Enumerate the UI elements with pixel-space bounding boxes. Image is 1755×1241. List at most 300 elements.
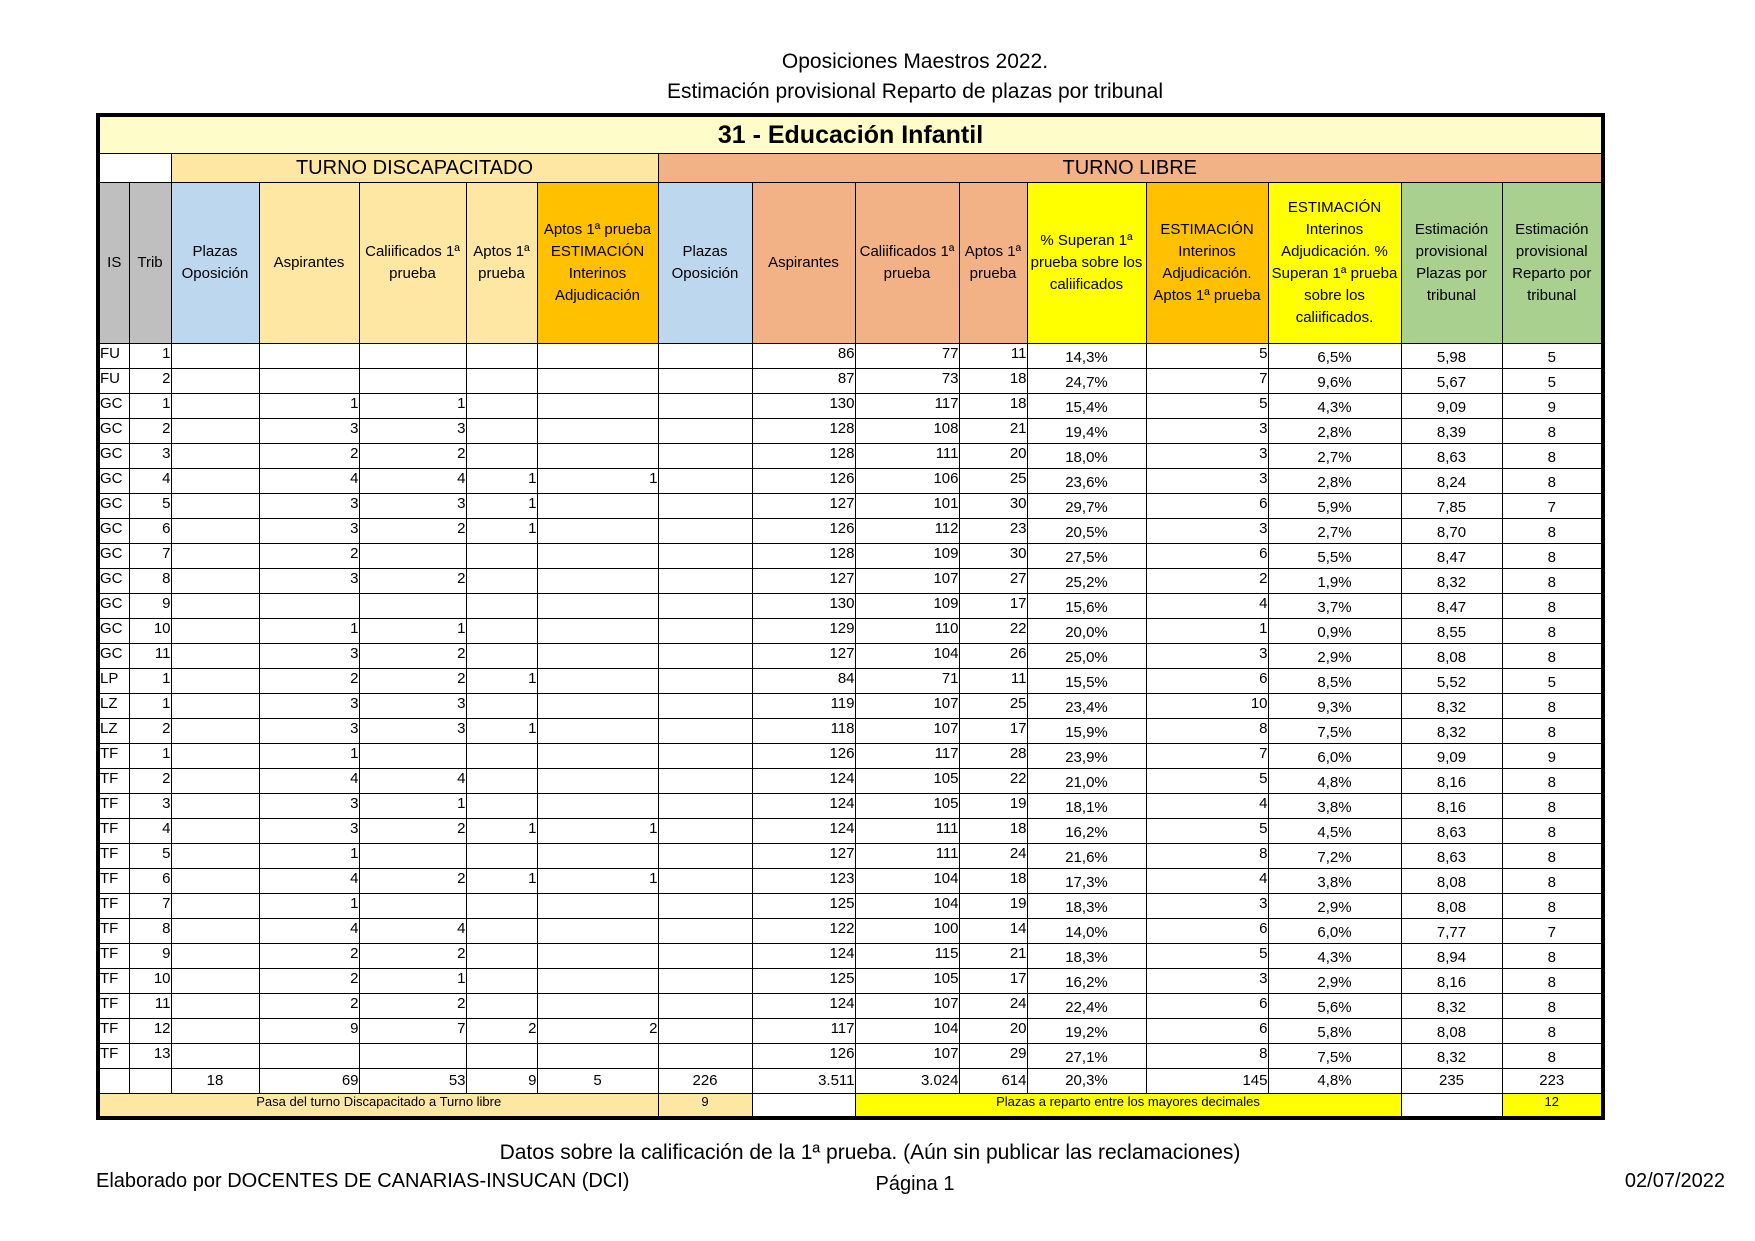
col-is-cell: LZ <box>98 694 129 719</box>
col-disc-plazas-cell <box>171 569 259 594</box>
col-disc-plazas-total: 18 <box>171 1069 259 1094</box>
table-row <box>98 769 1603 794</box>
col-disc-calificados-cell: 2 <box>359 519 466 544</box>
table-row <box>98 944 1603 969</box>
col-disc-estimacion-cell <box>537 969 658 994</box>
col-libre-estimacion-aptos-cell: 4 <box>1146 869 1268 894</box>
col-trib-cell: 3 <box>129 444 171 469</box>
col-libre-estimacion-pct-cell: 2,7% <box>1268 519 1401 544</box>
turn-blank-cell <box>98 154 171 183</box>
col-disc-aptos-cell: 1 <box>466 519 537 544</box>
col-disc-aptos-cell <box>466 769 537 794</box>
col-libre-pct-superan-cell: 17,3% <box>1027 869 1146 894</box>
col-libre-aptos-cell: 30 <box>959 544 1027 569</box>
col-libre-estimacion-aptos-header: ESTIMACIÓN Interinos Adjudicación. Aptos 1ª prueba <box>1146 183 1268 344</box>
col-libre-plazas-cell <box>658 569 752 594</box>
col-libre-plazas-cell <box>658 669 752 694</box>
col-libre-estimacion-aptos-cell: 7 <box>1146 744 1268 769</box>
col-disc-plazas-header: Plazas Oposición <box>171 183 259 344</box>
col-libre-aptos-cell: 21 <box>959 944 1027 969</box>
col-disc-plazas-cell <box>171 794 259 819</box>
col-reparto-estimado-cell: 5 <box>1502 344 1603 369</box>
col-libre-estimacion-aptos-cell: 6 <box>1146 669 1268 694</box>
col-reparto-estimado-cell: 8 <box>1502 969 1603 994</box>
col-disc-estimacion-cell <box>537 619 658 644</box>
col-plazas-estimadas-cell: 8,63 <box>1401 444 1502 469</box>
col-disc-plazas-cell <box>171 394 259 419</box>
col-plazas-estimadas-cell: 9,09 <box>1401 744 1502 769</box>
table-title: 31 - Educación Infantil <box>98 115 1603 154</box>
col-disc-estimacion-cell <box>537 994 658 1019</box>
col-libre-estimacion-aptos-cell: 10 <box>1146 694 1268 719</box>
col-disc-aptos-cell <box>466 594 537 619</box>
col-libre-pct-superan-cell: 20,0% <box>1027 619 1146 644</box>
col-plazas-estimadas-cell: 8,08 <box>1401 869 1502 894</box>
col-reparto-estimado-cell: 8 <box>1502 469 1603 494</box>
col-disc-calificados-cell: 2 <box>359 869 466 894</box>
col-disc-estimacion-cell <box>537 369 658 394</box>
col-disc-calificados-cell <box>359 1044 466 1069</box>
col-libre-estimacion-aptos-cell: 8 <box>1146 719 1268 744</box>
col-disc-calificados-cell: 2 <box>359 669 466 694</box>
col-trib-cell: 2 <box>129 769 171 794</box>
col-libre-pct-superan-cell: 27,5% <box>1027 544 1146 569</box>
col-libre-pct-superan-cell: 20,5% <box>1027 519 1146 544</box>
col-libre-estimacion-pct-cell: 2,8% <box>1268 419 1401 444</box>
col-is-cell: TF <box>98 794 129 819</box>
col-reparto-estimado-cell: 8 <box>1502 894 1603 919</box>
col-disc-aspirantes-cell: 1 <box>259 394 359 419</box>
col-disc-aptos-cell <box>466 544 537 569</box>
col-libre-aptos-cell: 19 <box>959 894 1027 919</box>
col-disc-calificados-cell <box>359 344 466 369</box>
col-libre-pct-superan-cell: 16,2% <box>1027 969 1146 994</box>
col-disc-calificados-cell <box>359 369 466 394</box>
col-libre-calificados-cell: 105 <box>855 794 959 819</box>
col-libre-aspirantes-cell: 126 <box>752 1044 855 1069</box>
table-row <box>98 594 1603 619</box>
col-libre-plazas-cell <box>658 1044 752 1069</box>
col-is-cell: GC <box>98 619 129 644</box>
col-trib-cell: 10 <box>129 619 171 644</box>
col-libre-pct-superan-cell: 18,0% <box>1027 444 1146 469</box>
col-disc-plazas-cell <box>171 869 259 894</box>
col-libre-estimacion-pct-total: 4,8% <box>1268 1069 1401 1094</box>
col-is-cell: TF <box>98 744 129 769</box>
col-libre-estimacion-aptos-cell: 8 <box>1146 844 1268 869</box>
col-disc-plazas-cell <box>171 994 259 1019</box>
totals-row <box>98 1069 1603 1094</box>
col-libre-pct-superan-cell: 19,2% <box>1027 1019 1146 1044</box>
col-libre-aspirantes-cell: 126 <box>752 519 855 544</box>
col-trib-cell: 2 <box>129 719 171 744</box>
col-libre-pct-superan-total: 20,3% <box>1027 1069 1146 1094</box>
col-libre-estimacion-pct-cell: 4,3% <box>1268 944 1401 969</box>
col-libre-plazas-cell <box>658 844 752 869</box>
col-libre-plazas-cell <box>658 694 752 719</box>
col-disc-estimacion-cell <box>537 544 658 569</box>
col-libre-estimacion-aptos-cell: 6 <box>1146 919 1268 944</box>
col-libre-estimacion-aptos-cell: 5 <box>1146 944 1268 969</box>
col-libre-pct-superan-cell: 21,0% <box>1027 769 1146 794</box>
col-plazas-estimadas-header: Estimación provisional Plazas por tribunal <box>1401 183 1502 344</box>
col-libre-estimacion-aptos-cell: 6 <box>1146 544 1268 569</box>
col-libre-plazas-cell <box>658 919 752 944</box>
col-disc-calificados-cell: 3 <box>359 494 466 519</box>
col-libre-estimacion-pct-cell: 2,9% <box>1268 644 1401 669</box>
col-libre-estimacion-pct-cell: 6,0% <box>1268 744 1401 769</box>
col-libre-pct-superan-cell: 14,3% <box>1027 344 1146 369</box>
col-libre-pct-superan-cell: 23,4% <box>1027 694 1146 719</box>
turno-discapacitado-header: TURNO DISCAPACITADO <box>171 154 658 183</box>
col-libre-estimacion-aptos-cell: 4 <box>1146 594 1268 619</box>
col-libre-calificados-cell: 107 <box>855 1044 959 1069</box>
col-libre-estimacion-pct-cell: 5,5% <box>1268 544 1401 569</box>
col-libre-pct-superan-cell: 22,4% <box>1027 994 1146 1019</box>
col-disc-calificados-total: 53 <box>359 1069 466 1094</box>
col-libre-aspirantes-cell: 122 <box>752 919 855 944</box>
col-disc-plazas-cell <box>171 444 259 469</box>
col-trib-cell: 5 <box>129 844 171 869</box>
col-is-cell: GC <box>98 644 129 669</box>
col-disc-aspirantes-cell: 3 <box>259 819 359 844</box>
col-libre-pct-superan-cell: 27,1% <box>1027 1044 1146 1069</box>
col-libre-calificados-cell: 115 <box>855 944 959 969</box>
col-libre-estimacion-pct-cell: 1,9% <box>1268 569 1401 594</box>
col-libre-calificados-cell: 110 <box>855 619 959 644</box>
col-libre-estimacion-aptos-cell: 3 <box>1146 969 1268 994</box>
col-disc-estimacion-header: Aptos 1ª prueba ESTIMACIÓN Interinos Adjudicación <box>537 183 658 344</box>
col-disc-aspirantes-cell: 1 <box>259 894 359 919</box>
col-disc-estimacion-cell <box>537 444 658 469</box>
col-libre-calificados-cell: 104 <box>855 869 959 894</box>
col-libre-estimacion-aptos-cell: 1 <box>1146 619 1268 644</box>
col-libre-aspirantes-cell: 126 <box>752 744 855 769</box>
col-libre-aptos-cell: 27 <box>959 569 1027 594</box>
col-trib-cell: 11 <box>129 644 171 669</box>
col-disc-aspirantes-cell: 3 <box>259 419 359 444</box>
col-plazas-estimadas-cell: 8,16 <box>1401 969 1502 994</box>
col-disc-aspirantes-cell: 3 <box>259 569 359 594</box>
col-is-cell: TF <box>98 944 129 969</box>
col-libre-plazas-cell <box>658 644 752 669</box>
col-disc-estimacion-cell <box>537 644 658 669</box>
col-disc-estimacion-cell <box>537 744 658 769</box>
col-disc-aptos-header: Aptos 1ª prueba <box>466 183 537 344</box>
col-libre-aptos-cell: 28 <box>959 744 1027 769</box>
col-libre-aspirantes-cell: 128 <box>752 544 855 569</box>
col-reparto-estimado-cell: 8 <box>1502 419 1603 444</box>
col-libre-plazas-cell <box>658 444 752 469</box>
col-trib-cell: 1 <box>129 744 171 769</box>
col-libre-calificados-cell: 112 <box>855 519 959 544</box>
col-disc-aptos-cell <box>466 419 537 444</box>
col-libre-pct-superan-cell: 19,4% <box>1027 419 1146 444</box>
col-reparto-estimado-cell: 7 <box>1502 919 1603 944</box>
col-libre-aptos-cell: 18 <box>959 369 1027 394</box>
col-libre-estimacion-aptos-cell: 3 <box>1146 444 1268 469</box>
col-disc-plazas-cell <box>171 694 259 719</box>
col-reparto-estimado-cell: 8 <box>1502 619 1603 644</box>
col-disc-aspirantes-cell: 2 <box>259 669 359 694</box>
col-plazas-estimadas-cell: 8,55 <box>1401 619 1502 644</box>
col-trib-cell: 11 <box>129 994 171 1019</box>
col-disc-calificados-cell: 4 <box>359 919 466 944</box>
col-trib-cell: 8 <box>129 919 171 944</box>
col-disc-aspirantes-cell: 4 <box>259 869 359 894</box>
col-libre-aptos-cell: 20 <box>959 1019 1027 1044</box>
col-libre-estimacion-pct-cell: 3,8% <box>1268 794 1401 819</box>
col-libre-aptos-cell: 25 <box>959 469 1027 494</box>
table-row <box>98 419 1603 444</box>
col-libre-calificados-cell: 104 <box>855 644 959 669</box>
col-disc-estimacion-cell <box>537 719 658 744</box>
col-disc-calificados-header: Caliificados 1ª prueba <box>359 183 466 344</box>
col-disc-plazas-cell <box>171 594 259 619</box>
table-row <box>98 544 1603 569</box>
col-disc-aptos-cell <box>466 394 537 419</box>
col-libre-plazas-cell <box>658 819 752 844</box>
col-libre-estimacion-pct-cell: 7,5% <box>1268 719 1401 744</box>
col-libre-estimacion-pct-cell: 5,8% <box>1268 1019 1401 1044</box>
col-disc-estimacion-cell <box>537 394 658 419</box>
col-disc-calificados-cell: 3 <box>359 419 466 444</box>
col-reparto-estimado-cell: 8 <box>1502 944 1603 969</box>
col-disc-aptos-total: 9 <box>466 1069 537 1094</box>
col-disc-aspirantes-header: Aspirantes <box>259 183 359 344</box>
col-disc-plazas-cell <box>171 519 259 544</box>
col-disc-estimacion-total: 5 <box>537 1069 658 1094</box>
col-libre-calificados-cell: 101 <box>855 494 959 519</box>
col-libre-plazas-cell <box>658 344 752 369</box>
table-row <box>98 494 1603 519</box>
col-disc-aspirantes-cell: 4 <box>259 919 359 944</box>
col-libre-calificados-cell: 104 <box>855 1019 959 1044</box>
col-reparto-estimado-cell: 5 <box>1502 669 1603 694</box>
col-libre-aptos-cell: 17 <box>959 719 1027 744</box>
col-libre-estimacion-pct-cell: 2,9% <box>1268 894 1401 919</box>
col-libre-aspirantes-cell: 127 <box>752 644 855 669</box>
col-trib-cell: 9 <box>129 944 171 969</box>
col-reparto-estimado-cell: 8 <box>1502 769 1603 794</box>
table-row <box>98 719 1603 744</box>
col-libre-estimacion-aptos-cell: 2 <box>1146 569 1268 594</box>
col-plazas-estimadas-cell: 8,63 <box>1401 844 1502 869</box>
col-libre-estimacion-pct-cell: 7,2% <box>1268 844 1401 869</box>
col-libre-calificados-cell: 104 <box>855 894 959 919</box>
reparto-value: 12 <box>1502 1094 1603 1119</box>
col-disc-estimacion-cell <box>537 769 658 794</box>
col-libre-aspirantes-cell: 123 <box>752 869 855 894</box>
col-reparto-estimado-cell: 8 <box>1502 644 1603 669</box>
col-trib-cell: 3 <box>129 794 171 819</box>
col-disc-aptos-cell <box>466 844 537 869</box>
col-disc-plazas-cell <box>171 494 259 519</box>
col-libre-plazas-cell <box>658 544 752 569</box>
col-libre-aspirantes-cell: 125 <box>752 894 855 919</box>
col-disc-plazas-cell <box>171 1019 259 1044</box>
col-plazas-estimadas-cell: 8,08 <box>1401 644 1502 669</box>
table-row <box>98 694 1603 719</box>
footer-blank-cell <box>1401 1094 1502 1119</box>
col-disc-estimacion-cell <box>537 519 658 544</box>
col-disc-estimacion-cell <box>537 594 658 619</box>
col-plazas-estimadas-cell: 7,77 <box>1401 919 1502 944</box>
col-libre-calificados-cell: 105 <box>855 769 959 794</box>
col-libre-aspirantes-cell: 127 <box>752 494 855 519</box>
col-libre-aptos-cell: 20 <box>959 444 1027 469</box>
col-disc-aspirantes-cell: 1 <box>259 619 359 644</box>
col-libre-pct-superan-cell: 18,1% <box>1027 794 1146 819</box>
col-trib-cell: 6 <box>129 869 171 894</box>
col-disc-plazas-cell <box>171 819 259 844</box>
col-trib-cell: 4 <box>129 469 171 494</box>
col-disc-calificados-cell: 2 <box>359 569 466 594</box>
col-disc-plazas-cell <box>171 419 259 444</box>
col-disc-aspirantes-cell: 3 <box>259 644 359 669</box>
col-disc-aptos-cell <box>466 444 537 469</box>
col-libre-aspirantes-header: Aspirantes <box>752 183 855 344</box>
col-libre-estimacion-aptos-cell: 3 <box>1146 419 1268 444</box>
col-disc-aptos-cell: 2 <box>466 1019 537 1044</box>
table-row <box>98 519 1603 544</box>
col-libre-aptos-cell: 17 <box>959 969 1027 994</box>
col-libre-aptos-cell: 11 <box>959 344 1027 369</box>
col-trib-cell: 1 <box>129 394 171 419</box>
footer-author: Elaborado por DOCENTES DE CANARIAS-INSUCAN (DCI) <box>96 1170 630 1192</box>
col-libre-plazas-cell <box>658 744 752 769</box>
col-libre-aspirantes-cell: 124 <box>752 994 855 1019</box>
col-disc-estimacion-cell <box>537 669 658 694</box>
col-libre-pct-superan-cell: 23,6% <box>1027 469 1146 494</box>
col-libre-aspirantes-cell: 124 <box>752 819 855 844</box>
table-row <box>98 644 1603 669</box>
col-libre-calificados-cell: 106 <box>855 469 959 494</box>
col-disc-estimacion-cell <box>537 944 658 969</box>
col-reparto-estimado-cell: 5 <box>1502 369 1603 394</box>
col-libre-estimacion-pct-header: ESTIMACIÓN Interinos Adjudicación. % Superan 1ª prueba sobre los caliificados. <box>1268 183 1401 344</box>
col-libre-aspirantes-cell: 119 <box>752 694 855 719</box>
col-disc-aspirantes-cell <box>259 594 359 619</box>
col-disc-estimacion-cell: 1 <box>537 469 658 494</box>
col-is-cell: GC <box>98 419 129 444</box>
col-libre-plazas-cell <box>658 994 752 1019</box>
col-disc-aspirantes-cell: 2 <box>259 444 359 469</box>
col-is-cell: TF <box>98 969 129 994</box>
col-libre-pct-superan-cell: 24,7% <box>1027 369 1146 394</box>
col-libre-estimacion-aptos-cell: 7 <box>1146 369 1268 394</box>
col-disc-calificados-cell: 2 <box>359 944 466 969</box>
col-reparto-estimado-cell: 7 <box>1502 494 1603 519</box>
col-trib-total <box>129 1069 171 1094</box>
col-disc-calificados-cell: 3 <box>359 694 466 719</box>
col-disc-aspirantes-cell: 3 <box>259 494 359 519</box>
col-disc-calificados-cell: 2 <box>359 819 466 844</box>
table-row <box>98 669 1603 694</box>
col-libre-estimacion-aptos-cell: 8 <box>1146 1044 1268 1069</box>
col-libre-plazas-cell <box>658 944 752 969</box>
col-libre-aspirantes-cell: 87 <box>752 369 855 394</box>
col-is-header: IS <box>98 183 129 344</box>
col-disc-aptos-cell <box>466 744 537 769</box>
col-libre-aspirantes-cell: 84 <box>752 669 855 694</box>
col-libre-aspirantes-cell: 117 <box>752 1019 855 1044</box>
col-is-cell: GC <box>98 469 129 494</box>
col-libre-pct-superan-cell: 18,3% <box>1027 894 1146 919</box>
col-libre-pct-superan-cell: 21,6% <box>1027 844 1146 869</box>
col-libre-calificados-cell: 105 <box>855 969 959 994</box>
col-disc-aspirantes-cell: 1 <box>259 744 359 769</box>
col-libre-plazas-cell <box>658 469 752 494</box>
col-trib-cell: 12 <box>129 1019 171 1044</box>
col-libre-calificados-cell: 109 <box>855 594 959 619</box>
col-is-cell: TF <box>98 844 129 869</box>
col-libre-plazas-cell <box>658 719 752 744</box>
col-is-cell: TF <box>98 919 129 944</box>
reparto-label: Plazas a reparto entre los mayores decimales <box>855 1094 1401 1119</box>
col-libre-estimacion-pct-cell: 0,9% <box>1268 619 1401 644</box>
col-plazas-estimadas-cell: 8,63 <box>1401 819 1502 844</box>
col-reparto-estimado-cell: 8 <box>1502 994 1603 1019</box>
col-trib-cell: 7 <box>129 544 171 569</box>
table-row <box>98 1019 1603 1044</box>
col-libre-aptos-cell: 19 <box>959 794 1027 819</box>
col-libre-aspirantes-cell: 118 <box>752 719 855 744</box>
col-trib-cell: 9 <box>129 594 171 619</box>
col-reparto-estimado-cell: 8 <box>1502 794 1603 819</box>
col-libre-estimacion-aptos-total: 145 <box>1146 1069 1268 1094</box>
col-plazas-estimadas-cell: 8,70 <box>1401 519 1502 544</box>
col-disc-plazas-cell <box>171 369 259 394</box>
col-libre-plazas-cell <box>658 794 752 819</box>
col-libre-plazas-total: 226 <box>658 1069 752 1094</box>
col-libre-aspirantes-cell: 129 <box>752 619 855 644</box>
col-libre-estimacion-aptos-cell: 5 <box>1146 819 1268 844</box>
col-disc-plazas-cell <box>171 619 259 644</box>
col-libre-estimacion-aptos-cell: 4 <box>1146 794 1268 819</box>
col-disc-aptos-cell: 1 <box>466 494 537 519</box>
col-disc-aptos-cell <box>466 1044 537 1069</box>
table-row <box>98 919 1603 944</box>
col-disc-aspirantes-cell: 4 <box>259 469 359 494</box>
col-disc-aptos-cell <box>466 344 537 369</box>
col-libre-calificados-cell: 73 <box>855 369 959 394</box>
col-libre-estimacion-pct-cell: 3,8% <box>1268 869 1401 894</box>
col-libre-estimacion-pct-cell: 8,5% <box>1268 669 1401 694</box>
col-libre-aptos-cell: 26 <box>959 644 1027 669</box>
col-libre-calificados-cell: 71 <box>855 669 959 694</box>
footer-row <box>98 1094 1603 1119</box>
col-plazas-estimadas-cell: 5,67 <box>1401 369 1502 394</box>
col-reparto-estimado-cell: 8 <box>1502 544 1603 569</box>
col-is-total <box>98 1069 129 1094</box>
col-plazas-estimadas-cell: 5,52 <box>1401 669 1502 694</box>
col-libre-estimacion-pct-cell: 4,3% <box>1268 394 1401 419</box>
col-plazas-estimadas-cell: 8,32 <box>1401 569 1502 594</box>
col-is-cell: TF <box>98 994 129 1019</box>
col-libre-plazas-cell <box>658 594 752 619</box>
col-is-cell: TF <box>98 1044 129 1069</box>
col-plazas-estimadas-cell: 8,47 <box>1401 594 1502 619</box>
col-disc-aptos-cell <box>466 694 537 719</box>
col-libre-plazas-cell <box>658 619 752 644</box>
col-plazas-estimadas-cell: 8,94 <box>1401 944 1502 969</box>
col-disc-aptos-cell: 1 <box>466 819 537 844</box>
col-libre-aptos-cell: 18 <box>959 394 1027 419</box>
col-libre-plazas-cell <box>658 369 752 394</box>
col-disc-calificados-cell: 4 <box>359 469 466 494</box>
col-plazas-estimadas-cell: 8,32 <box>1401 694 1502 719</box>
